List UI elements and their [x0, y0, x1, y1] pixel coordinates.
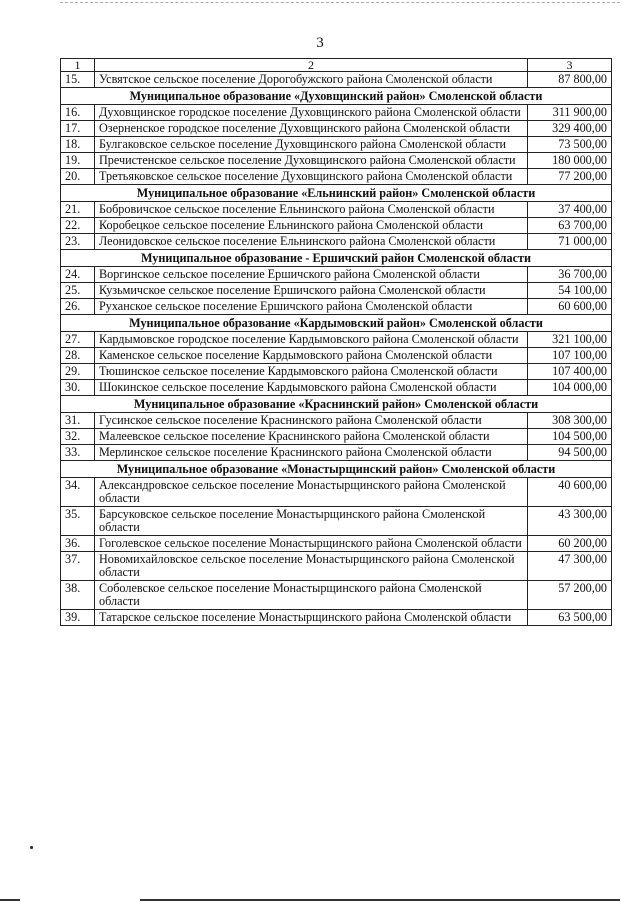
row-number: 19.	[61, 153, 95, 169]
row-number: 26.	[61, 299, 95, 315]
section-header-row	[61, 185, 612, 202]
amount: 94 500,00	[528, 445, 612, 461]
scan-bottom-edge-left	[0, 899, 20, 901]
amount: 107 400,00	[528, 364, 612, 380]
settlement-name: Малеевское сельское поселение Краснинского района Смоленской области	[95, 429, 528, 445]
row-number: 38.	[61, 581, 95, 610]
row-number: 20.	[61, 169, 95, 185]
row-number: 17.	[61, 121, 95, 137]
settlement-name: Барсуковское сельское поселение Монастырщинского района Смоленской области	[95, 507, 528, 536]
row-number: 30.	[61, 380, 95, 396]
section-title: Муниципальное образование - Ершичский район Смоленской области	[61, 250, 612, 267]
amount: 329 400,00	[528, 121, 612, 137]
scan-mark	[30, 846, 33, 849]
settlement-name: Тюшинское сельское поселение Кардымовского района Смоленской области	[95, 364, 528, 380]
table-row	[61, 445, 612, 461]
header-cell-amount: 3	[528, 59, 612, 72]
section-title: Муниципальное образование «Кардымовский район» Смоленской области	[61, 315, 612, 332]
row-number: 21.	[61, 202, 95, 218]
table-row	[61, 536, 612, 552]
table-row	[61, 332, 612, 348]
row-number: 36.	[61, 536, 95, 552]
table-row	[61, 348, 612, 364]
allocation-table	[60, 58, 612, 626]
table-row	[61, 267, 612, 283]
amount: 107 100,00	[528, 348, 612, 364]
section-header-row	[61, 461, 612, 478]
table-row	[61, 121, 612, 137]
amount: 311 900,00	[528, 105, 612, 121]
settlement-name: Гоголевское сельское поселение Монастырщинского района Смоленской области	[95, 536, 528, 552]
section-title: Муниципальное образование «Монастырщинский район» Смоленской области	[61, 461, 612, 478]
amount: 73 500,00	[528, 137, 612, 153]
amount: 37 400,00	[528, 202, 612, 218]
amount: 104 000,00	[528, 380, 612, 396]
section-title: Муниципальное образование «Краснинский район» Смоленской области	[61, 396, 612, 413]
row-number: 39.	[61, 610, 95, 626]
row-number: 28.	[61, 348, 95, 364]
settlement-name: Новомихайловское сельское поселение Монастырщинского района Смоленской области	[95, 552, 528, 581]
table-body	[61, 59, 612, 626]
row-number: 18.	[61, 137, 95, 153]
table-row	[61, 429, 612, 445]
amount: 87 800,00	[528, 72, 612, 88]
amount: 57 200,00	[528, 581, 612, 610]
table-row	[61, 610, 612, 626]
amount: 321 100,00	[528, 332, 612, 348]
settlement-name: Бобровичское сельское поселение Ельнинского района Смоленской области	[95, 202, 528, 218]
row-number: 15.	[61, 72, 95, 88]
settlement-name: Соболевское сельское поселение Монастырщинского района Смоленской области	[95, 581, 528, 610]
amount: 63 700,00	[528, 218, 612, 234]
table-row	[61, 218, 612, 234]
table-row	[61, 380, 612, 396]
amount: 54 100,00	[528, 283, 612, 299]
row-number: 29.	[61, 364, 95, 380]
settlement-name: Коробецкое сельское поселение Ельнинского района Смоленской области	[95, 218, 528, 234]
row-number: 35.	[61, 507, 95, 536]
settlement-name: Кузьмичское сельское поселение Ершичского района Смоленской области	[95, 283, 528, 299]
table-row	[61, 202, 612, 218]
table-row	[61, 413, 612, 429]
header-cell-name: 2	[95, 59, 528, 72]
settlement-name: Булгаковское сельское поселение Духовщинского района Смоленской области	[95, 137, 528, 153]
page-number: 3	[316, 35, 324, 51]
table-row	[61, 299, 612, 315]
section-title: Муниципальное образование «Духовщинский район» Смоленской области	[61, 88, 612, 105]
table-row	[61, 364, 612, 380]
settlement-name: Кардымовское городское поселение Кардымовского района Смоленской области	[95, 332, 528, 348]
settlement-name: Третьяковское сельское поселение Духовщинского района Смоленской области	[95, 169, 528, 185]
table-row	[61, 169, 612, 185]
row-number: 23.	[61, 234, 95, 250]
row-number: 34.	[61, 478, 95, 507]
amount: 104 500,00	[528, 429, 612, 445]
scan-top-edge	[60, 2, 620, 3]
row-number: 25.	[61, 283, 95, 299]
settlement-name: Татарское сельское поселение Монастырщинского района Смоленской области	[95, 610, 528, 626]
amount: 43 300,00	[528, 507, 612, 536]
section-header-row	[61, 88, 612, 105]
settlement-name: Пречистенское сельское поселение Духовщинского района Смоленской области	[95, 153, 528, 169]
table-row	[61, 283, 612, 299]
table-row	[61, 507, 612, 536]
table-row	[61, 105, 612, 121]
amount: 60 600,00	[528, 299, 612, 315]
settlement-name: Усвятское сельское поселение Дорогобужского района Смоленской области	[95, 72, 528, 88]
table-row	[61, 552, 612, 581]
row-number: 37.	[61, 552, 95, 581]
row-number: 16.	[61, 105, 95, 121]
row-number: 22.	[61, 218, 95, 234]
amount: 180 000,00	[528, 153, 612, 169]
row-number: 31.	[61, 413, 95, 429]
section-title: Муниципальное образование «Ельнинский район» Смоленской области	[61, 185, 612, 202]
amount: 60 200,00	[528, 536, 612, 552]
table-row	[61, 153, 612, 169]
section-header-row	[61, 315, 612, 332]
amount: 47 300,00	[528, 552, 612, 581]
settlement-name: Гусинское сельское поселение Краснинского района Смоленской области	[95, 413, 528, 429]
table-row	[61, 72, 612, 88]
settlement-name: Руханское сельское поселение Ершичского района Смоленской области	[95, 299, 528, 315]
settlement-name: Озерненское городское поселение Духовщинского района Смоленской области	[95, 121, 528, 137]
amount: 36 700,00	[528, 267, 612, 283]
table-row	[61, 137, 612, 153]
section-header-row	[61, 396, 612, 413]
section-header-row	[61, 250, 612, 267]
scan-bottom-edge	[140, 899, 620, 901]
table-header-row	[61, 59, 612, 72]
amount: 71 000,00	[528, 234, 612, 250]
row-number: 24.	[61, 267, 95, 283]
settlement-name: Мерлинское сельское поселение Краснинского района Смоленской области	[95, 445, 528, 461]
table-row	[61, 234, 612, 250]
settlement-name: Леонидовское сельское поселение Ельнинского района Смоленской области	[95, 234, 528, 250]
settlement-name: Духовщинское городское поселение Духовщинского района Смоленской области	[95, 105, 528, 121]
settlement-name: Воргинское сельское поселение Ершичского района Смоленской области	[95, 267, 528, 283]
settlement-name: Шокинское сельское поселение Кардымовского района Смоленской области	[95, 380, 528, 396]
amount: 40 600,00	[528, 478, 612, 507]
header-cell-number: 1	[61, 59, 95, 72]
settlement-name: Александровское сельское поселение Монастырщинского района Смоленской области	[95, 478, 528, 507]
row-number: 27.	[61, 332, 95, 348]
row-number: 32.	[61, 429, 95, 445]
row-number: 33.	[61, 445, 95, 461]
table-row	[61, 581, 612, 610]
amount: 77 200,00	[528, 169, 612, 185]
amount: 308 300,00	[528, 413, 612, 429]
amount: 63 500,00	[528, 610, 612, 626]
settlement-name: Каменское сельское поселение Кардымовского района Смоленской области	[95, 348, 528, 364]
table-row	[61, 478, 612, 507]
